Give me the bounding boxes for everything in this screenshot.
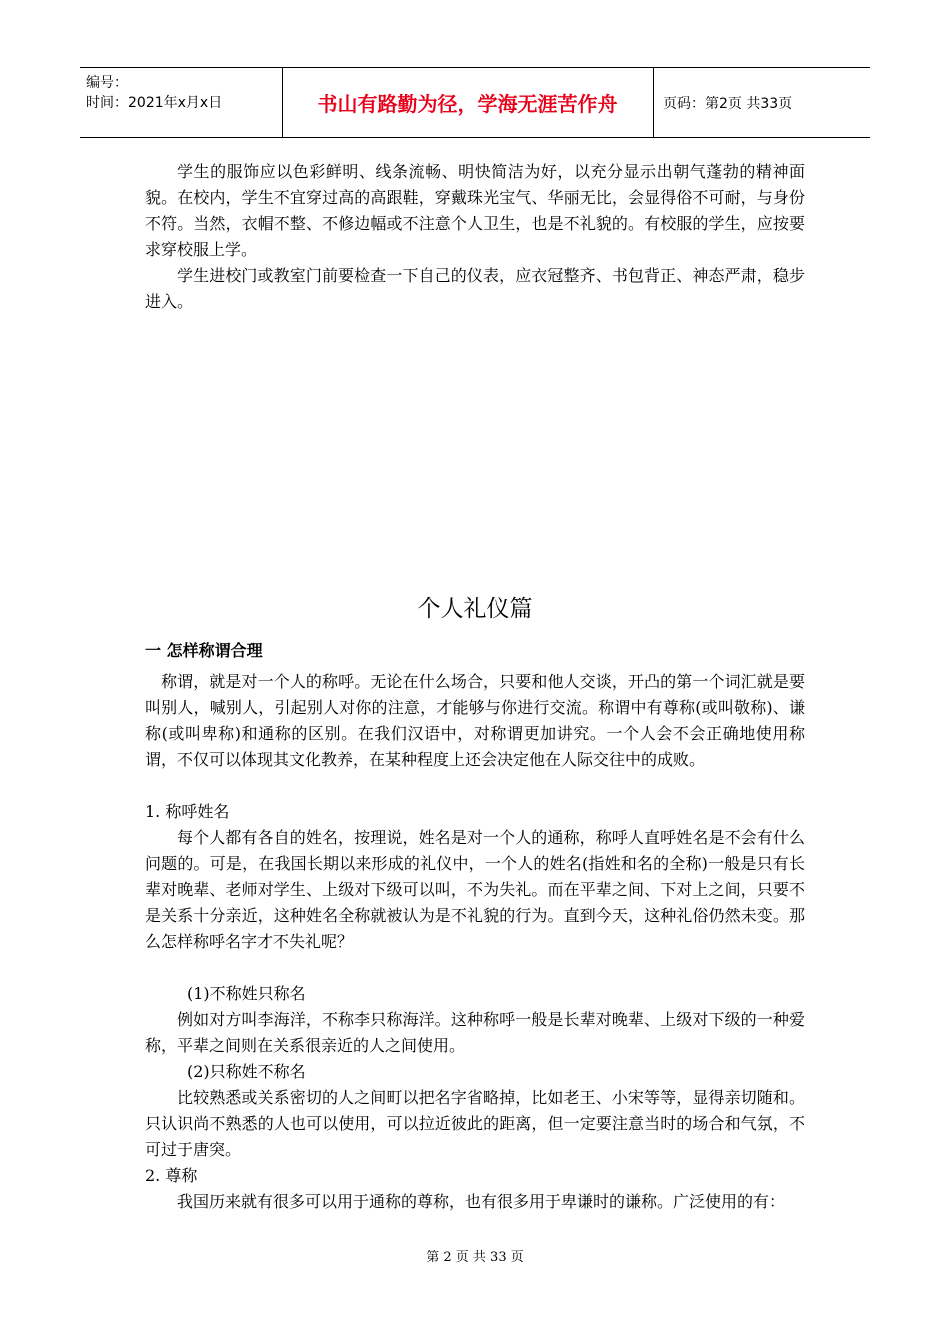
subheading-honorifics: 2. 尊称	[145, 1166, 198, 1185]
header-page-info: 页码：第2页 共33页	[663, 95, 793, 112]
intro-paragraph-2: 学生进校门或教室门前要检查一下自己的仪表，应衣冠整齐、书包背正、神态严肃，稳步进入。	[145, 266, 805, 311]
paragraph-honorifics: 我国历来就有很多可以用于通称的尊称，也有很多用于卑谦时的谦称。广泛使用的有：	[177, 1192, 786, 1211]
paragraph-surname-only: 比较熟悉或关系密切的人之间町以把名字省略掉，比如老王、小宋等等，显得亲切随和。只认识尚不熟悉的人也可以使用，可以拉近彼此的距离，但一定要注意当时的场合和气氛，不可过于唐突。	[145, 1088, 805, 1159]
section-heading: 一 怎样称谓合理	[145, 641, 263, 660]
number-label: 编号：	[86, 75, 128, 91]
time-label: 时间：2021年x月x日	[86, 95, 223, 111]
paragraph-appellation: 称谓，就是对一个人的称呼。无论在什么场合，只要和他人交谈，开凸的第一个词汇就是要叫别人，喊别人，引起别人对你的注意，才能够与你进行交流。称谓中有尊称(或叫敬称)、谦称(或叫卑称)和通称的区别。在我们汉语中，对称谓更加讲究。一个人会不会正确地使用称谓，不仅可以体现其文化教养，在某种程度上还会决定他在人际交往中的成败。	[145, 672, 805, 769]
paragraph-names: 每个人都有各自的姓名，按理说，姓名是对一个人的通称，称呼人直呼姓名是不会有什么问题的。可是，在我国长期以来形成的礼仪中，一个人的姓名(指姓和名的全称)一般是只有长辈对晚辈、老师对学生、上级对下级可以叫，不为失礼。而在平辈之间、下对上之间，只要不是关系十分亲近，这种姓名全称就被认为是不礼貌的行为。直到今天，这种礼俗仍然未变。那么怎样称呼名字才不失礼呢？	[145, 828, 805, 951]
page-footer: 第 2 页 共 33 页	[426, 1250, 524, 1265]
subheading-names: 1. 称呼姓名	[145, 802, 230, 821]
header-motto: 书山有路勤为径，学海无涯苦作舟	[282, 68, 654, 137]
intro-paragraph-1: 学生的服饰应以色彩鲜明、线条流畅、明快简洁为好，以充分显示出朝气蓬勃的精神面貌。在校内，学生不宜穿过高的高跟鞋，穿戴珠光宝气、华丽无比，会显得俗不可耐，与身份不符。当然，衣帽不整、不修边幅或不注意个人卫生，也是不礼貌的。有校服的学生，应按要求穿校服上学。	[145, 162, 805, 259]
section-title: 个人礼仪篇	[417, 596, 533, 622]
paragraph-name-only: 例如对方叫李海洋，不称李只称海洋。这种称呼一般是长辈对晚辈、上级对下级的一种爱称，平辈之间则在关系很亲近的人之间使用。	[145, 1010, 805, 1055]
header-meta	[80, 68, 283, 137]
item-name-only: (1)不称姓只称名	[187, 984, 306, 1003]
page-header	[80, 67, 870, 138]
item-surname-only: (2)只称姓不称名	[187, 1062, 306, 1081]
